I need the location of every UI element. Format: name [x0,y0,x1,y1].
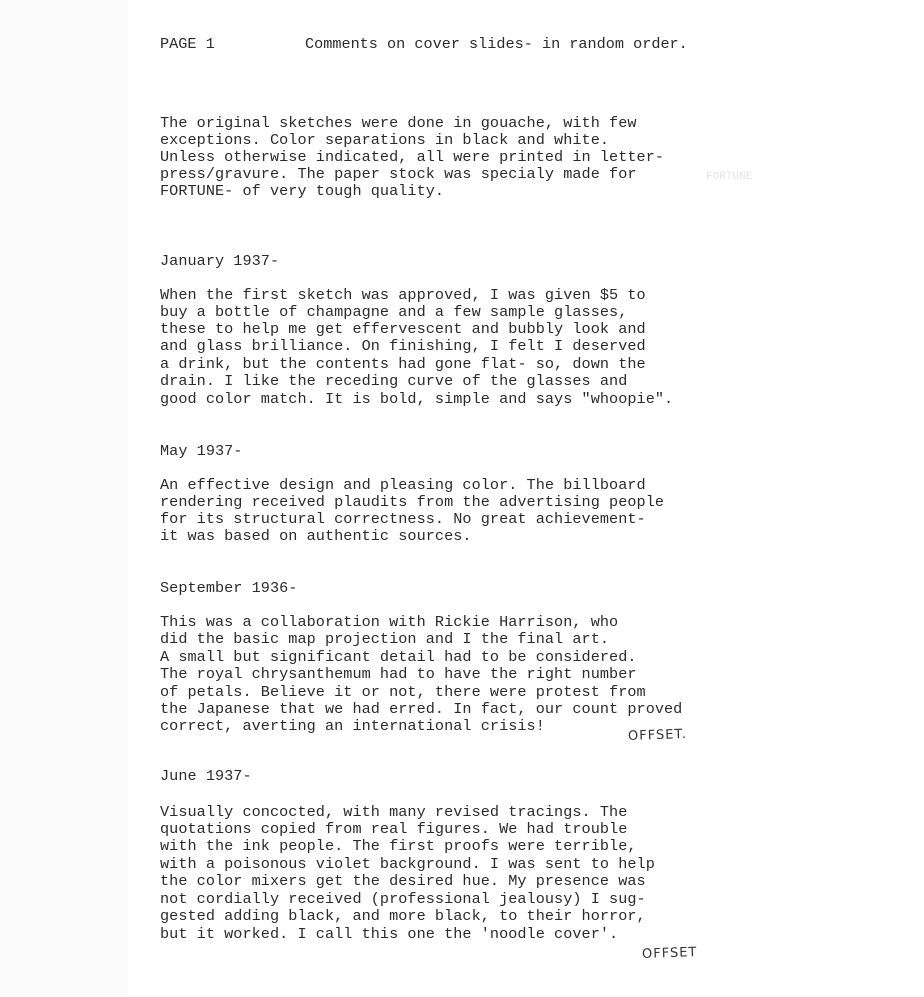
page-number: PAGE 1 [160,35,215,53]
section-line: When the first sketch was approved, I was given $5 to [160,286,646,304]
section-line: correct, averting an international crisis! [160,717,545,735]
intro-line: Unless otherwise indicated, all were printed in letter- [160,148,665,166]
section-heading: September 1936- [160,579,298,597]
section-line: rendering received plaudits from the advertising people [160,493,665,511]
section-line: the color mixers get the desired hue. My presence was [160,872,646,890]
intro-line: exceptions. Color separations in black and white. [160,131,610,149]
intro-line: FORTUNE- of very tough quality. [160,182,445,200]
section-line: and glass brilliance. On finishing, I felt I deserved [160,337,646,355]
section-line: a drink, but the contents had gone flat- so, down the [160,355,646,373]
faint-struck-text: FORTUNE [706,171,753,183]
section-line: An effective design and pleasing color. The billboard [160,476,646,494]
section-line: of petals. Believe it or not, there were protest from [160,683,646,701]
section-line: with a poisonous violet background. I was sent to help [160,855,655,873]
section-line: did the basic map projection and I the final art. [160,630,610,648]
section-line: good color match. It is bold, simple and says "whoopie". [160,390,674,408]
section-line: but it worked. I call this one the 'noodle cover'. [160,925,619,943]
section-line: gested adding black, and more black, to their horror, [160,907,646,925]
section-heading: June 1937- [160,767,252,785]
section-line: The royal chrysanthemum had to have the right number [160,665,637,683]
section-line: A small but significant detail had to be considered. [160,648,637,666]
section-line: the Japanese that we had erred. In fact, our count proved [160,700,683,718]
section-line: with the ink people. The first proofs were terrible, [160,837,637,855]
section-line: quotations copied from real figures. We had trouble [160,820,628,838]
section-line: buy a bottle of champagne and a few sample glasses, [160,303,628,321]
section-line: it was based on authentic sources. [160,527,472,545]
intro-line: press/gravure. The paper stock was specialy made for [160,165,637,183]
section-heading: January 1937- [160,252,280,270]
section-line: these to help me get effervescent and bubbly look and [160,320,646,338]
handwritten-note: OFFSET. [627,726,688,745]
intro-line: The original sketches were done in gouache, with few [160,114,637,132]
section-line: This was a collaboration with Rickie Harrison, who [160,613,619,631]
section-line: not cordially received (professional jealousy) I sug- [160,890,646,908]
section-line: Visually concocted, with many revised tracings. The [160,803,628,821]
handwritten-note: OFFSET [641,945,698,962]
section-line: for its structural correctness. No great achievement- [160,510,646,528]
page-title: Comments on cover slides- in random order. [305,35,688,53]
section-heading: May 1937- [160,442,243,460]
page-margin [0,0,128,997]
section-line: drain. I like the receding curve of the glasses and [160,372,628,390]
